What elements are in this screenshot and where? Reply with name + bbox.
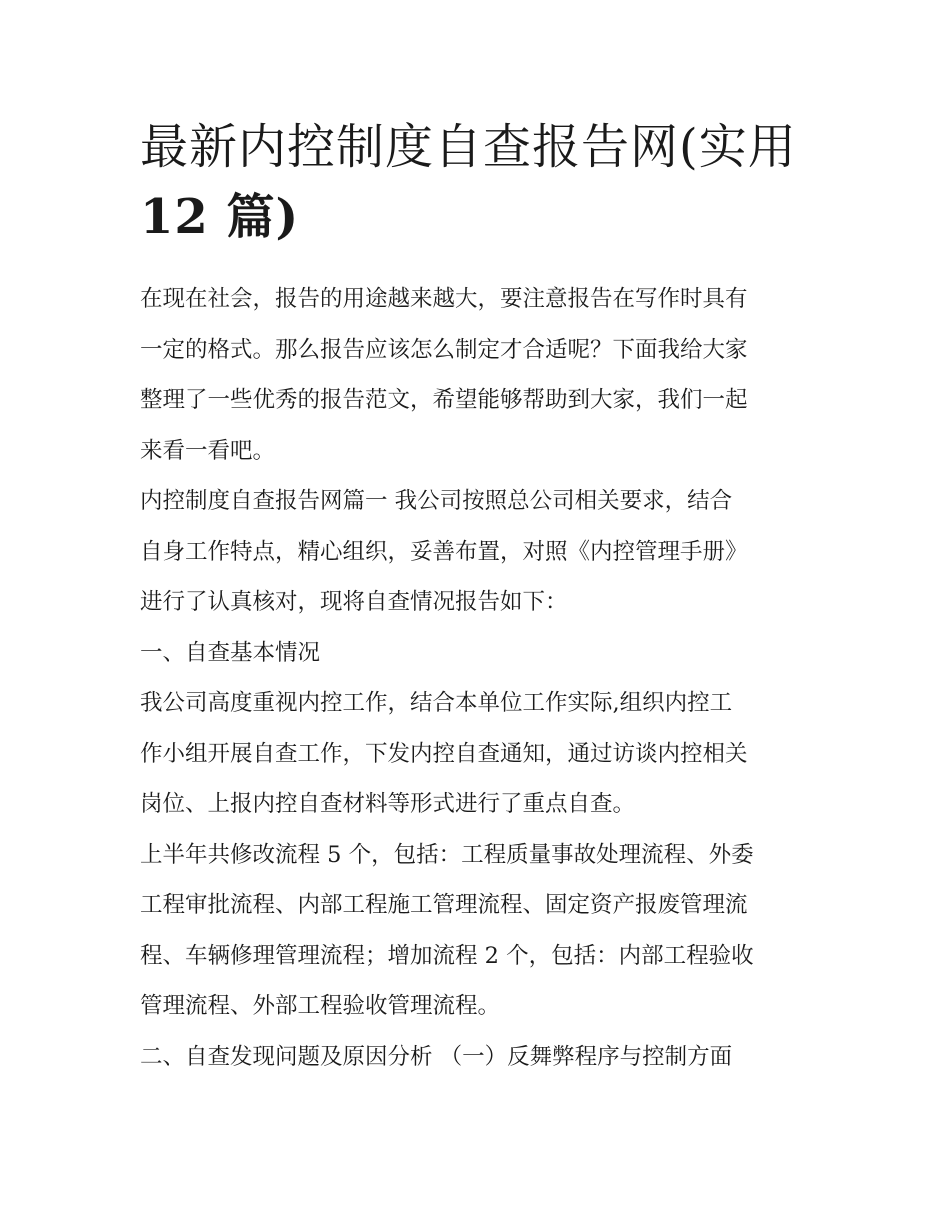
text-line: 管理流程、外部工程验收管理流程。	[140, 993, 501, 1019]
text-line: 内控制度自查报告网篇一 我公司按照总公司相关要求，结合	[140, 488, 733, 514]
text-line: 在现在社会，报告的用途越来越大，要注意报告在写作时具有	[140, 286, 748, 312]
text-line: 作小组开展自查工作，下发内控自查通知，通过访谈内控相关	[140, 740, 748, 767]
title-line-1: 最新内控制度自查报告网(实用	[140, 119, 797, 175]
title-line-2: 12 篇)	[140, 189, 300, 245]
text-line: 进行了认真核对，现将自查情况报告如下：	[140, 589, 568, 615]
section-heading-problems	[140, 1032, 820, 1083]
text-line: 整理了一些优秀的报告范文，希望能够帮助到大家，我们一起	[140, 387, 748, 413]
process-changes-paragraph	[140, 830, 820, 1032]
section-one-intro-paragraph	[140, 476, 820, 628]
document-title	[140, 112, 820, 252]
text-line: 我公司高度重视内控工作，结合本单位工作实际,组织内控工	[140, 690, 733, 716]
text-line: 一定的格式。那么报告应该怎么制定才合适呢？下面我给大家	[140, 336, 748, 363]
section-heading-basic-situation	[140, 628, 820, 679]
text-line: 岗位、上报内控自查材料等形式进行了重点自查。	[140, 791, 636, 817]
basic-situation-paragraph	[140, 678, 820, 830]
text-line: 上半年共修改流程 5 个，包括：工程质量事故处理流程、外委	[140, 841, 754, 868]
text-line: 一、自查基本情况	[140, 639, 321, 666]
text-line: 程、车辆修理管理流程；增加流程 2 个，包括：内部工程验收	[140, 942, 754, 969]
intro-paragraph	[140, 274, 820, 476]
text-line: 二、自查发现问题及原因分析 （一）反舞弊程序与控制方面	[140, 1043, 733, 1070]
text-line: 来看一看吧。	[140, 437, 276, 464]
document-page	[140, 112, 820, 1082]
text-line: 自身工作特点，精心组织，妥善布置，对照《内控管理手册》	[140, 538, 748, 565]
text-line: 工程审批流程、内部工程施工管理流程、固定资产报废管理流	[140, 892, 748, 918]
